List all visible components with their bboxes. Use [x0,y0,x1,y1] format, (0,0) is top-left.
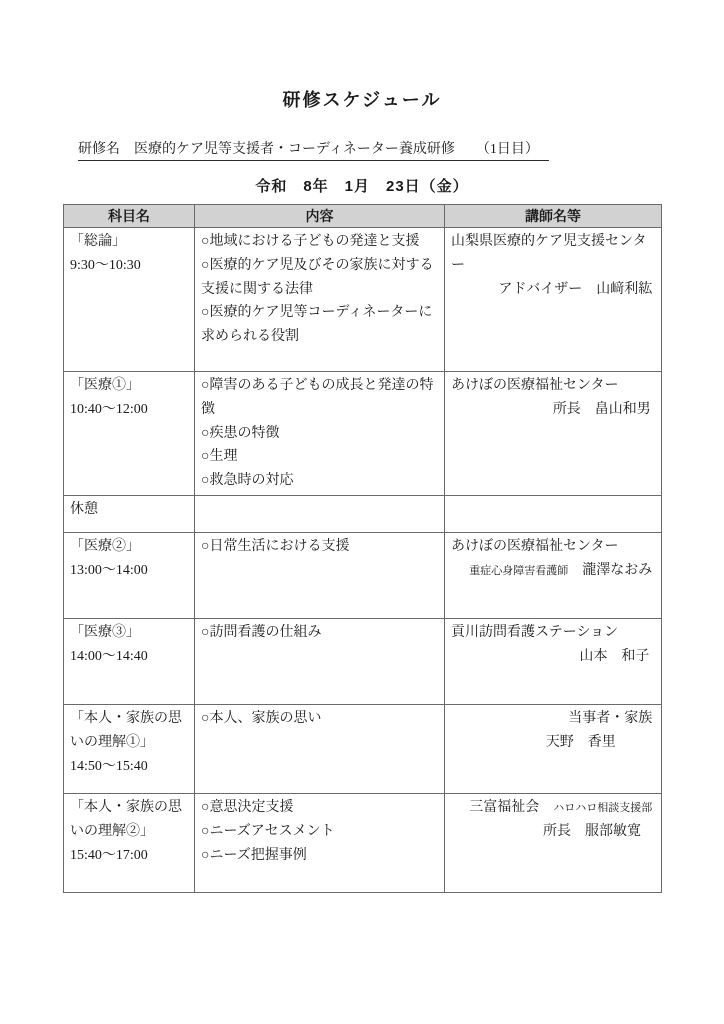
table-row [64,372,662,496]
subject-cell [64,532,195,618]
subject-cell [64,704,195,793]
table-row [64,704,662,793]
subject-name: 「医療③」 [70,624,140,640]
instructor-text: 当事者・家族 [568,710,653,726]
instructor-text: 所長 服部敏寛 [543,823,641,839]
instructor-text: アドバイザー 山﨑利紘 [498,281,653,297]
column-header-content: 内容 [195,205,445,228]
instructor-text: 所長 畠山和男 [552,401,651,417]
instructor-cell [445,372,662,496]
course-line [78,138,724,161]
content-cell [195,532,445,618]
table-row [64,793,662,892]
content-line: ○生理 [201,449,238,465]
table-header-row [64,205,662,228]
instructor-line [451,398,655,422]
content-line: ○本人、家族の思い [201,710,322,726]
content-cell [195,704,445,793]
date-line: 令和 8年 1月 23日（金） [255,178,469,195]
subject-time: 9:30～10:30 [70,257,141,273]
content-cell [195,618,445,704]
break-row [64,495,662,532]
instructor-text: 貢川訪問看護ステーション [451,624,619,640]
table-row [64,228,662,372]
content-line: ○疾患の特徴 [201,425,280,441]
content-line: ○訪問看護の仕組み [201,624,322,640]
subject-cell [64,372,195,496]
subject-name: 休憩 [70,501,98,517]
subject-name: 「総論」 [70,234,126,249]
table-row [64,532,662,618]
instructor-line [451,230,655,278]
subject-cell [64,793,195,892]
instructor-line [451,374,655,398]
schedule-body [64,228,662,893]
instructor-text: 山梨県医療的ケア児支援センター [451,234,647,273]
instructor-role-small: 重症心身障害看護師 [469,564,569,577]
instructor-line [451,820,655,844]
instructor-line [451,278,655,302]
instructor-line [451,731,655,755]
table-row [64,618,662,704]
content-line: ○医療的ケア児等コーディネーターに求められる役割 [201,305,433,345]
instructor-text: 山本 和子 [579,648,650,664]
content-cell [195,793,445,892]
instructor-text: あけぼの医療福祉センター [451,378,619,393]
instructor-cell [445,793,662,892]
instructor-text: 瀧澤なおみ [568,562,653,578]
subject-name: 「医療①」 [70,378,140,393]
subject-time: 15:40～17:00 [70,847,148,863]
instructor-text: 天野 香里 [545,734,616,750]
instructor-line [451,645,655,669]
instructor-line [451,535,655,559]
column-header-subject: 科目名 [64,205,195,228]
instructor-text: 三富福祉会 [469,799,554,815]
content-line: ○ニーズアセスメント [201,823,335,839]
instructor-cell [445,495,662,532]
content-line: ○ニーズ把握事例 [201,847,307,863]
subject-time: 14:00～14:40 [70,648,148,664]
subject-time: 13:00～14:00 [70,562,148,578]
instructor-line [451,559,655,583]
course-name-text: 研修名 医療的ケア児等支援者・コーディネーター養成研修 （1日目） [78,138,549,161]
subject-time: 10:40～12:00 [70,401,148,417]
page-title: 研修スケジュール [282,90,442,110]
content-line: ○救急時の対応 [201,473,294,489]
instructor-cell [445,704,662,793]
instructor-line [451,796,655,820]
content-cell [195,495,445,532]
content-line: ○意思決定支援 [201,799,294,815]
content-line: ○医療的ケア児及びその家族に対する支援に関する法律 [201,257,434,297]
subject-cell [64,618,195,704]
subject-time: 14:50～15:40 [70,758,148,774]
instructor-line [451,621,655,645]
instructor-role-small: ハロハロ相談支援部 [553,801,653,814]
instructor-cell [445,618,662,704]
subject-name: 「本人・家族の思いの理解②」 [70,799,182,839]
content-line: ○地域における子どもの発達と支援 [201,234,420,249]
schedule-table [63,204,662,893]
content-cell [195,372,445,496]
content-line: ○障害のある子どもの成長と発達の特徴 [201,378,434,417]
instructor-cell [445,228,662,372]
subject-cell [64,228,195,372]
column-header-instructor: 講師名等 [445,205,662,228]
content-line: ○日常生活における支援 [201,538,350,554]
instructor-text: あけぼの医療福祉センター [451,538,619,554]
instructor-line [451,707,655,731]
instructor-cell [445,532,662,618]
content-cell [195,228,445,372]
subject-name: 「本人・家族の思いの理解①」 [70,710,182,750]
subject-name: 「医療②」 [70,538,140,554]
subject-cell [64,495,195,532]
